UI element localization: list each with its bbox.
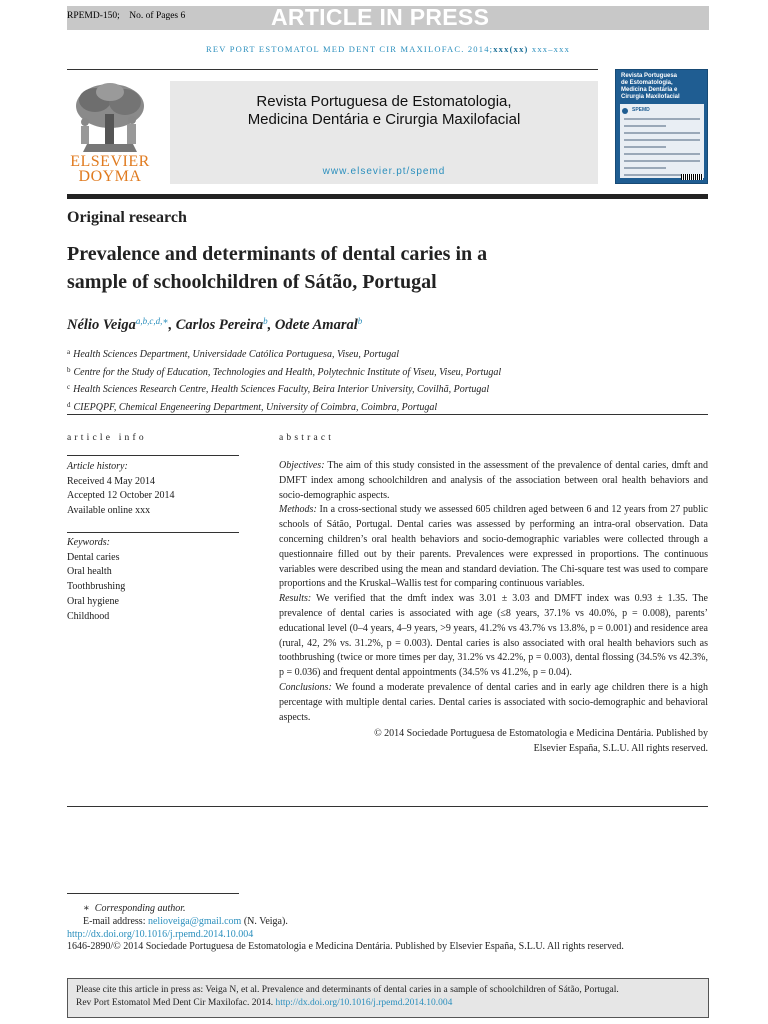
- keywords-rule: [67, 532, 239, 533]
- journal-title: Revista Portuguesa de Estomatologia, Medicina Dentária e Cirurgia Maxilofacial: [247, 93, 521, 128]
- running-head: REV PORT ESTOMATOL MED DENT CIR MAXILOFAC. 2014;xxx(xx) xxx–xxx: [205, 44, 571, 54]
- keywords: [67, 536, 125, 624]
- cover-badge: SPEMD: [632, 107, 650, 113]
- received-date: Received 4 May 2014: [67, 475, 156, 487]
- article-title: Prevalence and determinants of dental caries in a sample of schoolchildren of Sátão, Portugal: [67, 243, 488, 293]
- author[interactable]: Carlos Pereira$^b$: [175, 316, 268, 333]
- abstract-rule: [67, 806, 708, 807]
- author[interactable]: Nélio Veiga$^{a,b,c,d,∗}$: [67, 316, 169, 333]
- abstract-conclusions: Conclusions: We found a moderate prevalence of dental caries and in early age children there is a high percentage with multiple dental caries. Dental caries is associated with socio-demographic and behavioral aspects.: [279, 681, 708, 723]
- issn-line: 1646-2890/© 2014 Sociedade Portuguesa de Estomatologia e Medicina Dentária. Published by Elsevier España, S.L.U. All rights reserved.: [67, 941, 624, 953]
- article-in-press-banner: [67, 6, 709, 30]
- footnotes: [67, 903, 624, 954]
- keywords-label: Keywords:: [67, 537, 110, 548]
- barcode-icon: [681, 174, 703, 180]
- corresponding-author-note: ∗ Corresponding author.: [83, 903, 186, 914]
- keyword: Childhood: [67, 610, 110, 622]
- abstract-methods: Methods: In a cross-sectional study we assessed 605 children aged between 6 and 12 years from 27 public schools of Sátão, Portugal. Dental caries was assessed by performing an intra-oral observation. Data concerning children’s oral health behaviors and socio-demographic variables were collected through a questionnaire filled out by their parents. Prevalences were expressed in proportions. The continuous variables were described using the mean and standard deviation. The Chi-square test was used to compare proportions and the Kruskal–Wallis test for comparing continuous variables.: [279, 504, 708, 590]
- tree-icon: [67, 80, 153, 154]
- abstract-results: Results: We verified that the dmft index was 3.01 ± 3.03 and DMFT index was 0.93 ± 1.35. The prevalence of dental caries is associated with age (≤8 years, 37.1% vs 40.0%, p = 0.008), parents’ educational level (0–4 years, 4–9 years, >9 years, 41.2% vs 43.7% vs 13.8%, p = 0.001) and residence area (rural, 42, 2% vs. 31.2%, p = 0.003). Dental caries is also associated with oral health behaviors such as toothbrushing (twice or more times per day, 31.2% vs 42.2%, p = 0.003), dental flossing (34.5% vs 42.3%, p = 0.036) and frequent dental appointments (34.5% vs 41.2%, p = 0.04).: [279, 593, 708, 679]
- affiliation: $^b$ Centre for the Study of Education, Technologies and Health, Polytechnic Institute of Viseu, Viseu, Portugal: [67, 365, 502, 378]
- doi-link[interactable]: http://dx.doi.org/10.1016/j.rpemd.2014.10.004: [67, 928, 254, 940]
- title-divider: [67, 194, 708, 199]
- author[interactable]: Odete Amaral$^b$: [274, 316, 363, 333]
- email-note: E-mail address: nelioveiga@gmail.com (N. Veiga).: [83, 915, 288, 927]
- cover-title: Revista Portuguesa de Estomatologia, Medicina Dentária e Cirurgia Maxilofacial: [621, 73, 680, 100]
- affiliation: $^a$ Health Sciences Department, Universidade Católica Portuguesa, Viseu, Portugal: [67, 348, 399, 360]
- front-matter-rule: [67, 414, 708, 415]
- header-rule: [67, 69, 598, 70]
- footnote-rule: [67, 893, 239, 894]
- abstract-copyright: © 2014 Sociedade Portuguesa de Estomatologia e Medicina Dentária. Published by Elsevier España, S.L.U. All rights reserved.: [374, 728, 708, 755]
- elsevier-wordmark: ELSEVIER DOYMA: [70, 153, 150, 185]
- abstract-heading: abstract: [279, 433, 335, 443]
- abstract-objectives: Objectives: The aim of this study consisted in the assessment of the prevalence of dental caries, dmft and DMFT index among schoolchildren and analysis of the association between oral health behaviors and socio-demographic aspects.: [279, 460, 708, 501]
- abstract-body: [279, 459, 708, 757]
- keyword: Toothbrushing: [67, 581, 126, 593]
- affiliation: $^d$ CIEPQPF, Chemical Engeneering Department, University of Coimbra, Coimbra, Portugal: [67, 400, 438, 413]
- email-link[interactable]: nelioveiga@gmail.com: [147, 915, 242, 927]
- keyword: Oral health: [67, 566, 112, 578]
- cover-contents: [620, 104, 704, 178]
- accepted-date: Accepted 12 October 2014: [67, 490, 175, 502]
- article-info-heading: article info: [67, 433, 147, 443]
- elsevier-logo: [67, 80, 153, 186]
- journal-cover: [615, 69, 708, 184]
- affiliations: [67, 345, 501, 415]
- history-label: Article history:: [67, 461, 128, 472]
- article-section: Original research: [67, 209, 187, 226]
- manuscript-ref: RPEMD-150; No. of Pages 6: [67, 11, 186, 21]
- journal-title-box: [170, 81, 598, 184]
- journal-url[interactable]: www.elsevier.pt/spemd: [322, 166, 446, 177]
- citation-box: [67, 978, 709, 1018]
- author-list: Nélio Veiga$^{a,b,c,d,∗}$, Carlos Pereira$^b$, Odete Amaral$^b$: [67, 316, 363, 333]
- affiliation: $^c$ Health Sciences Research Centre, Health Sciences Faculty, Beira Interior University, Covilhã, Portugal: [67, 383, 490, 396]
- article-info-rule: [67, 455, 239, 456]
- banner-title: ARTICLE IN PRESS: [271, 4, 490, 30]
- society-logo-icon: [622, 108, 628, 114]
- keyword: Oral hygiene: [67, 595, 119, 607]
- citation-journal: Rev Port Estomatol Med Dent Cir Maxilofac. 2014.: [76, 998, 274, 1008]
- citation-doi-link[interactable]: http://dx.doi.org/10.1016/j.rpemd.2014.10.004: [275, 998, 453, 1008]
- online-date: Available online xxx: [67, 505, 151, 517]
- article-history: [67, 460, 174, 519]
- keyword: Dental caries: [67, 551, 120, 563]
- citation-text: Please cite this article in press as: Veiga N, et al. Prevalence and determinants of dental caries in a sample of schoolchildren of Sátão, Portugal.: [76, 985, 619, 995]
